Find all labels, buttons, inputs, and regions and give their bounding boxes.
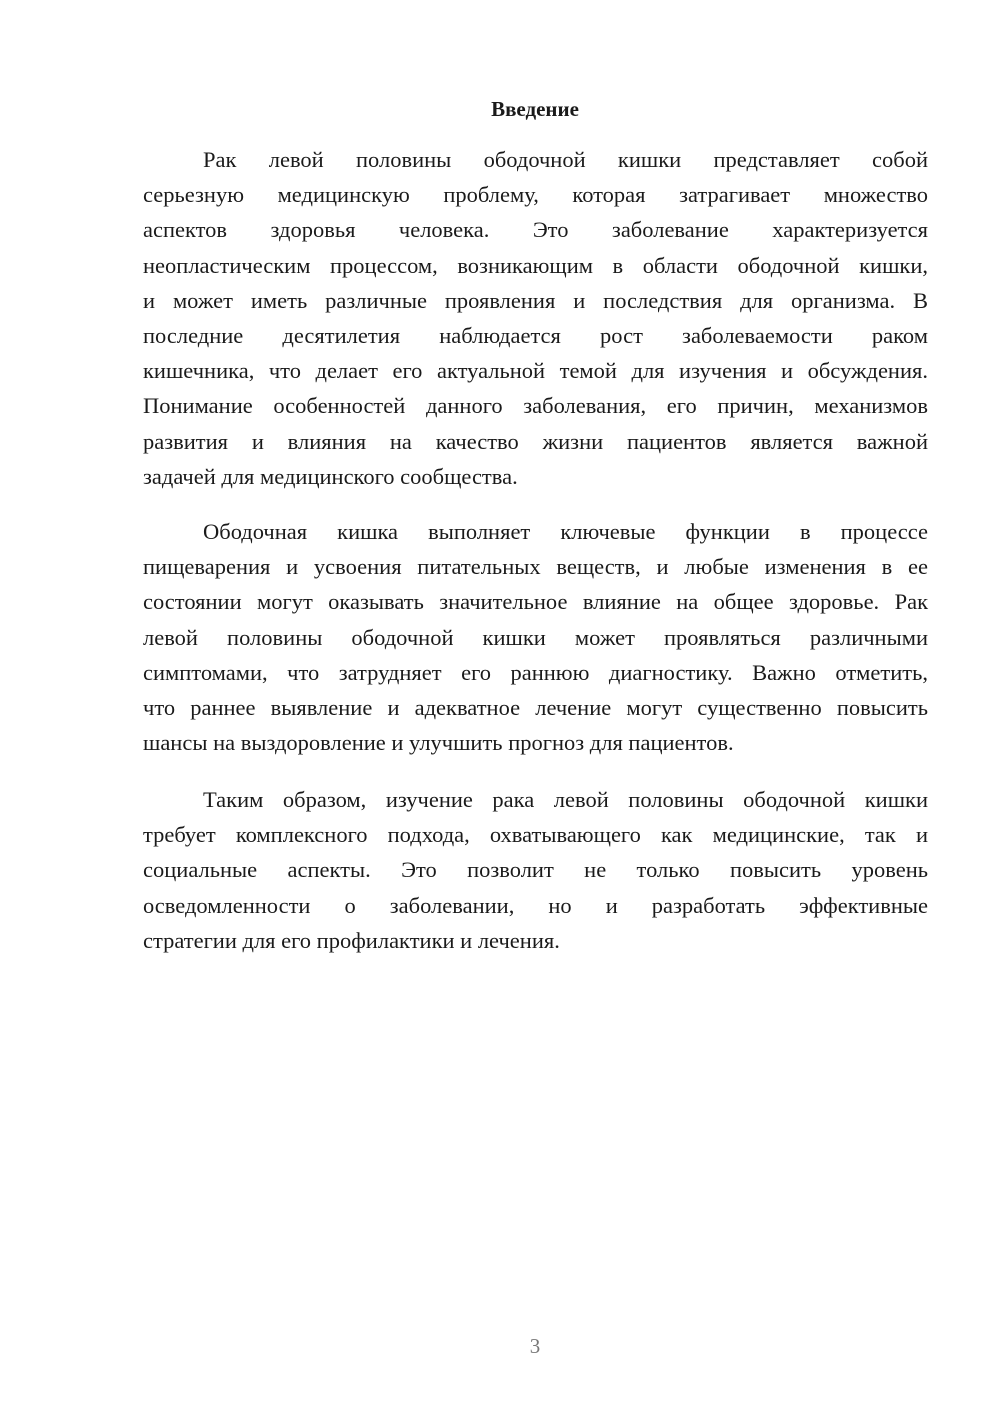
paragraph-2 [143,514,928,760]
text-line: требует комплексного подхода, охватывающего как медицинские, так и [143,822,928,848]
text-line: кишечника, что делает его актуальной темой для изучения и обсуждения. [143,358,928,384]
text-line: аспектов здоровья человека. Это заболевание характеризуется [143,217,928,243]
text-line: и может иметь различные проявления и последствия для организма. В [143,287,928,313]
text-line: неопластическим процессом, возникающим в области ободочной кишки, [143,252,928,278]
text-line: шансы на выздоровление и улучшить прогноз для пациентов. [143,730,734,756]
text-line: социальные аспекты. Это позволит не только повысить уровень [143,857,928,883]
paragraph-1 [143,142,928,494]
text-line: осведомленности о заболевании, но и разработать эффективные [143,892,928,918]
text-line: Таким образом, изучение рака левой половины ободочной кишки [203,787,928,812]
text-line: последние десятилетия наблюдается рост заболеваемости раком [143,322,928,348]
paragraph-3 [143,782,928,958]
text-line: левой половины ободочной кишки может проявляться различными [143,624,928,650]
page-number: 3 [529,1334,541,1358]
text-line: что раннее выявление и адекватное лечение могут существенно повысить [143,694,928,720]
text-line: симптомами, что затрудняет его раннюю диагностику. Важно отметить, [143,659,928,685]
text-line: состоянии могут оказывать значительное влияние на общее здоровье. Рак [143,589,928,615]
text-line: стратегии для его профилактики и лечения. [143,927,560,953]
text-line: серьезную медицинскую проблему, которая затрагивает множество [143,182,928,208]
text-line: задачей для медицинского сообщества. [143,463,518,489]
text-line: пищеварения и усвоения питательных веществ, и любые изменения в ее [143,554,928,580]
text-line: Понимание особенностей данного заболевания, его причин, механизмов [143,393,928,419]
text-line: Рак левой половины ободочной кишки представляет собой [203,147,928,172]
section-title: Введение [491,97,579,121]
text-line: развития и влияния на качество жизни пациентов является важной [143,428,928,454]
text-line: Ободочная кишка выполняет ключевые функции в процессе [203,519,928,544]
